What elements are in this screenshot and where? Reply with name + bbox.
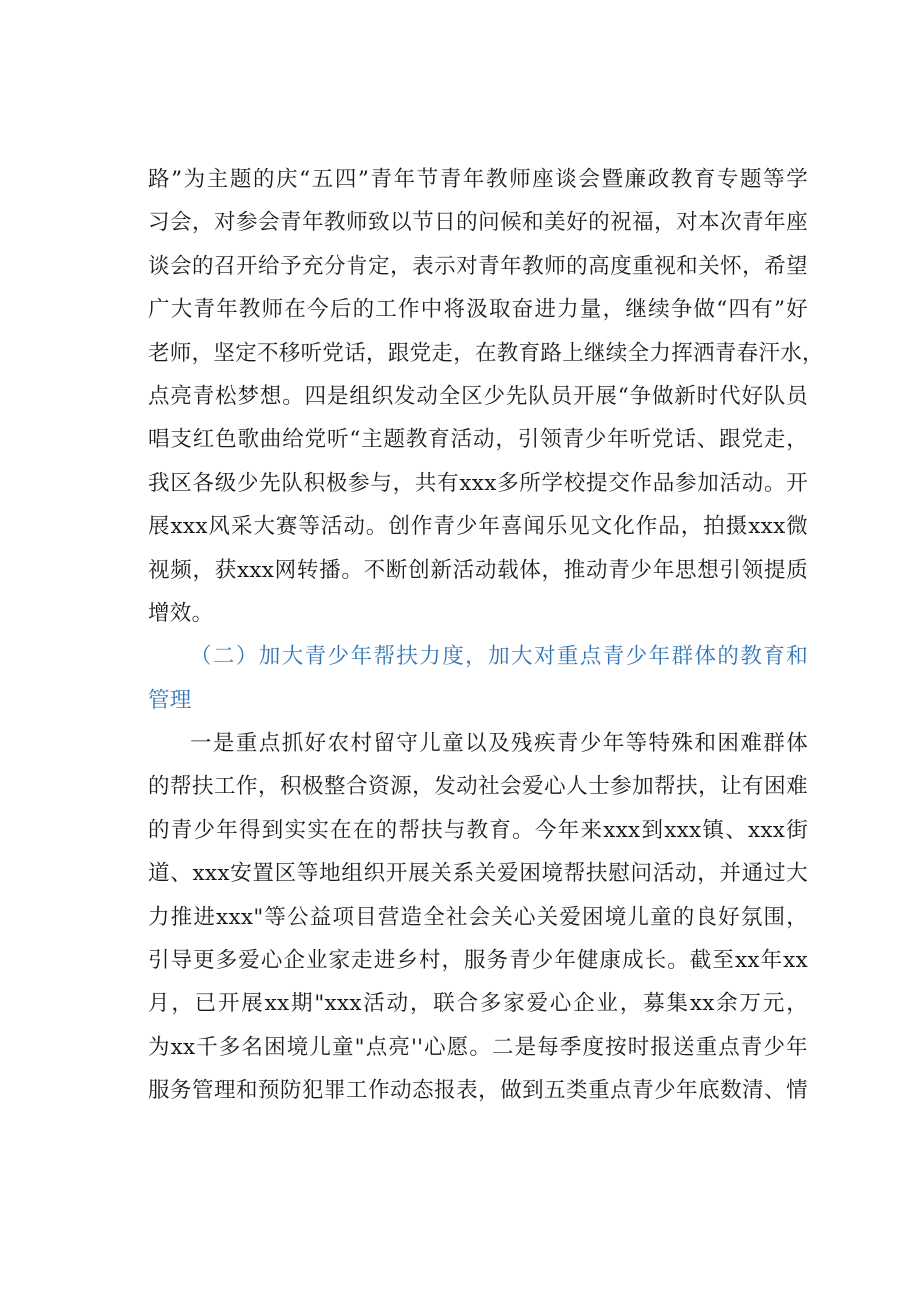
text-line: 引导更多爱心企业家走进乡村，服务青少年健康成长。截至xx年xx	[148, 948, 808, 974]
text-line: 的帮扶工作，积极整合资源，发动社会爱心人士参加帮扶，让有困难	[148, 774, 808, 800]
text-line: 习会，对参会青年教师致以节日的问候和美好的祝福，对本次青年座	[148, 210, 808, 236]
text-line: 月，已开展xx期"xxx活动，联合多家爱心企业，募集xx余万元，	[148, 991, 808, 1017]
section-heading-2	[148, 635, 808, 722]
paragraph-2	[148, 722, 808, 1113]
text-line: 展xxx风采大赛等活动。创作青少年喜闻乐见文化作品，拍摄xxx微	[148, 514, 808, 540]
text-line: 服务管理和预防犯罪工作动态报表，做到五类重点青少年底数清、情	[148, 1078, 808, 1104]
text-line: 路”为主题的庆“五四”青年节青年教师座谈会暨廉政教育专题等学	[148, 167, 808, 192]
text-line: 点亮青松梦想。四是组织发动全区少先队员开展“争做新时代好队员	[148, 383, 808, 409]
text-line: 广大青年教师在今后的工作中将汲取奋进力量，继续争做“四有”好	[148, 297, 808, 323]
heading-line: 管理	[148, 687, 192, 713]
text-line: 唱支红色歌曲给党听“主题教育活动，引领青少年听党话、跟党走，	[148, 427, 808, 453]
document-body	[148, 158, 824, 1113]
paragraph-1	[148, 158, 824, 635]
text-line: 视频，获xxx网转播。不断创新活动载体，推动青少年思想引领提质	[148, 557, 808, 583]
text-line: 谈会的召开给予充分肯定，表示对青年教师的高度重视和关怀，希望	[148, 253, 808, 279]
heading-line: （二）加大青少年帮扶力度，加大对重点青少年群体的教育和	[190, 644, 808, 670]
text-line: 一是重点抓好农村留守儿童以及残疾青少年等特殊和困难群体	[190, 731, 808, 757]
text-line: 增效。	[148, 600, 214, 626]
text-line: 道、xxx安置区等地组织开展关系关爱困境帮扶慰问活动，并通过大	[148, 861, 808, 887]
text-line: 为xx千多名困境儿童"点亮''心愿。二是每季度按时报送重点青少年	[148, 1034, 808, 1060]
text-line: 老师，坚定不移听党话，跟党走，在教育路上继续全力挥洒青春汗水，	[148, 340, 824, 366]
text-line: 力推进xxx"等公益项目营造全社会关心关爱困境儿童的良好氛围，	[148, 904, 808, 930]
text-line: 我区各级少先队积极参与，共有xxx多所学校提交作品参加活动。开	[148, 470, 808, 496]
text-line: 的青少年得到实实在在的帮扶与教育。今年来xxx到xxx镇、xxx街	[148, 817, 808, 843]
